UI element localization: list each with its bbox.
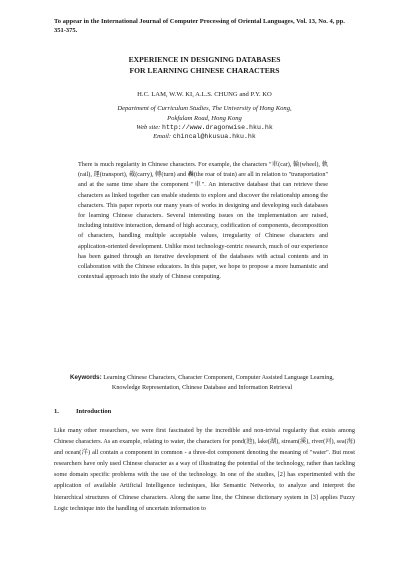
title-line-1: EXPERIENCE IN DESIGNING DATABASES <box>128 55 281 64</box>
abstract-paragraph: There is much regularity in Chinese characters. For example, the characters "車(car), 輪(wheel), 軌(rail), 運(transport), 載(carry), 轉(turn) and 轟(the roar of train) are all in relation to "transportation" and at the same time share the component "車". An interactive database that can retrieve these characters as linked together can enable students to explore and discover the relationship among the characters. This paper reports our many years of works in designing and developing such databases for learning Chinese characters. Several interesting issues on the implementation are raised, including intuitive interaction, demand of high accuracy, codification of components, decomposition of characters, handling multiple acceptable values, irregularity of Chinese characters and application-oriented development. Unlike most technology-centric research, much of our experience has been gained through an iterative development of the databases with actual contents and in collaboration with the Chinese educators. In this paper, we hope to propose a more humanistic and contextual approach into the study of Chinese computing. <box>78 161 328 281</box>
section-heading <box>54 408 111 415</box>
journal-note: To appear in the International Journal of Computer Processing of Oriental Languages, Vol. 13, No. 4, pp. 351-375. <box>54 18 345 34</box>
paper-title <box>54 55 355 76</box>
website-label: Web site: <box>136 123 161 131</box>
email-line <box>54 132 355 141</box>
author-names: H.C. LAM, W.W. KI, A.L.S. CHUNG and P.Y. KO <box>137 91 272 98</box>
affiliation-line-2: Pokfulam Road, Hong Kong <box>167 114 242 122</box>
keywords-text: Learning Chinese Characters, Character Component, Computer Assisted Language Learning, Knowledge Representation, Chinese Database and Information Retrieval <box>103 374 334 391</box>
email-link[interactable]: chincal@hkusua.hku.hk <box>172 133 256 141</box>
section-number: 1. <box>54 408 59 415</box>
website-line <box>54 123 355 132</box>
keywords-label: Keywords: <box>70 374 102 381</box>
title-line-2: FOR LEARNING CHINESE CHARACTERS <box>129 65 280 75</box>
author-block <box>54 90 355 141</box>
keywords <box>68 373 336 392</box>
website-link[interactable]: http://www.dragonwise.hku.hk <box>161 123 273 131</box>
affiliation-line-1: Department of Curriculum Studies, The University of Hong Kong, <box>117 105 292 113</box>
email-label: Email: <box>153 133 172 141</box>
section-title: Introduction <box>76 408 112 415</box>
introduction-paragraph: Like many other researchers, we were first fascinated by the incredible and non-trivial regularity that exists among Chinese characters. As an example, relating to water, the characters for pond(池), lake(湖), stream(溪), river(河), sea(海) and ocean(洋) all contain a component in common - a three-dot component denoting the meaning of "water". But most researchers have only used Chinese character as a way of illustrating the potential of the technology, rather than tackling some domain specific problems with the use of the technology. In one of the studies, [2] has experimented with the application of available Artificial Intelligence techniques, like Semantic Networks, to analyze and interpret the hierarchical structures of Chinese characters. Along the same line, the Chinese dictionary system in [3] applies Fuzzy Logic technique into the handling of uncertain information to <box>54 427 355 512</box>
